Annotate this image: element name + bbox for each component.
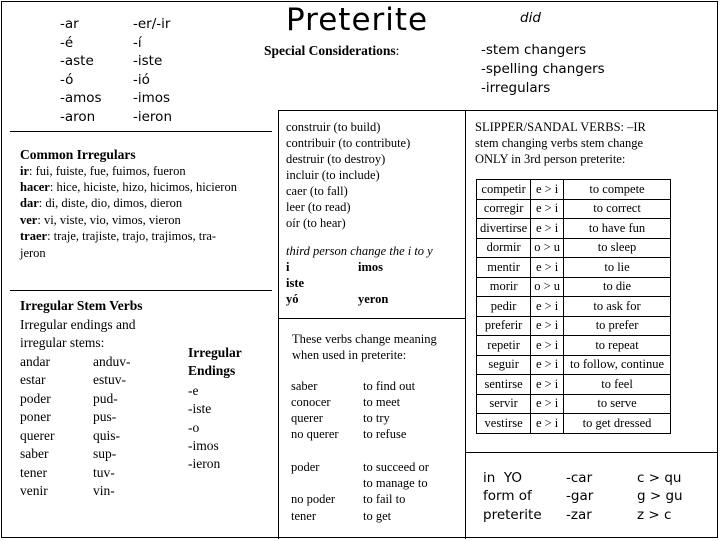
special-heading-text: Special Considerations <box>264 43 396 58</box>
verb-cell: sentirse <box>477 375 531 395</box>
uir-verb: destruir (to destroy) <box>286 152 386 166</box>
verb-cell: pedir <box>477 297 531 317</box>
stem-verb: poder <box>20 391 51 406</box>
table-row <box>477 238 671 258</box>
divider-top <box>278 110 718 111</box>
table-row <box>477 219 671 239</box>
uir-verb: contribuir (to contribute) <box>286 136 411 150</box>
meaning-intro: when used in preterite: <box>292 348 407 362</box>
irregular-line-continuation: jeron <box>20 246 46 260</box>
meaning-cell: to repeat <box>564 336 671 356</box>
ar-ending: -aste <box>60 53 94 69</box>
table-row <box>477 297 671 317</box>
table-row <box>477 375 671 395</box>
uir-ending-singular: yó <box>286 292 299 306</box>
meaning-cell: to sleep <box>564 238 671 258</box>
meaning-cell: to prefer <box>564 316 671 336</box>
er-ir-ending: -ió <box>133 72 150 88</box>
meaning-verb: no querer <box>291 427 339 441</box>
uir-verb: caer (to fall) <box>286 184 348 198</box>
yo-form-label: form of <box>483 488 532 504</box>
irregular-ending: -iste <box>188 401 212 416</box>
irregular-verb: dar <box>20 196 39 210</box>
er-ir-ending: -í <box>133 35 142 51</box>
yo-ending: -gar <box>566 488 594 504</box>
divider-bottom-right <box>465 452 718 453</box>
table-row <box>477 316 671 336</box>
ar-ending: -ó <box>60 72 74 88</box>
meaning-translation: to fail to <box>363 492 406 506</box>
table-row <box>477 394 671 414</box>
er-ir-ending: -imos <box>133 90 171 106</box>
change-cell: e > i <box>531 199 564 219</box>
irregular-line-hacer <box>20 181 237 194</box>
verb-cell: morir <box>477 277 531 297</box>
slipper-description: stem changing verbs stem change <box>475 136 644 150</box>
change-cell: e > i <box>531 258 564 278</box>
change-cell: e > i <box>531 355 564 375</box>
divider-vertical-right <box>465 110 466 539</box>
verb-cell: servir <box>477 394 531 414</box>
irregular-line-dar <box>20 197 182 210</box>
stem-form: quis- <box>93 428 120 443</box>
change-cell: e > i <box>531 336 564 356</box>
yo-change: c > qu <box>637 470 682 486</box>
irregular-line-ver <box>20 214 181 227</box>
irregular-endings-heading: Irregular <box>188 345 242 360</box>
irregular-endings-heading: Endings <box>188 363 236 378</box>
meaning-cell: to serve <box>564 394 671 414</box>
divider-mid-center <box>278 318 465 319</box>
meaning-verb: no poder <box>291 492 336 506</box>
slipper-description: ONLY in 3rd person preterite: <box>475 152 626 166</box>
table-row <box>477 180 671 200</box>
meaning-cell: to follow, continue <box>564 355 671 375</box>
special-item: -irregulars <box>481 80 551 96</box>
stem-verbs-intro: Irregular endings and <box>20 317 136 332</box>
meaning-intro: These verbs change meaning <box>292 332 437 346</box>
meaning-translation: to manage to <box>363 476 428 490</box>
meaning-verb: saber <box>291 379 318 393</box>
slipper-verbs-table <box>476 179 671 434</box>
meaning-translation: to meet <box>363 395 401 409</box>
stem-verb: poner <box>20 409 51 424</box>
ar-ending: -aron <box>60 109 96 125</box>
special-item: -stem changers <box>481 42 587 58</box>
er-ir-ending: -iste <box>133 53 163 69</box>
common-irregulars-heading: Common Irregulars <box>20 147 136 162</box>
verb-cell: dormir <box>477 238 531 258</box>
irregular-verb: traer <box>20 229 48 243</box>
irregular-forms: : traje, trajiste, trajo, trajimos, tra- <box>47 229 217 243</box>
stem-form: pus- <box>93 409 117 424</box>
er-ir-ending: -ieron <box>133 109 172 125</box>
stem-verb: venir <box>20 483 48 498</box>
table-row <box>477 355 671 375</box>
stem-verb: andar <box>20 354 50 369</box>
change-cell: o > u <box>531 238 564 258</box>
change-cell: e > i <box>531 316 564 336</box>
verb-cell: repetir <box>477 336 531 356</box>
yo-ending: -zar <box>566 507 592 523</box>
stem-verb: tener <box>20 465 47 480</box>
verb-cell: competir <box>477 180 531 200</box>
irregular-verb: hacer <box>20 180 50 194</box>
change-cell: o > u <box>531 277 564 297</box>
verb-cell: seguir <box>477 355 531 375</box>
yo-form-label: preterite <box>483 507 542 523</box>
table-row <box>477 199 671 219</box>
stem-form: vin- <box>93 483 115 498</box>
irregular-verb: ir <box>20 164 30 178</box>
page-title: Preterite <box>286 2 429 38</box>
uir-verb: construir (to build) <box>286 120 381 134</box>
uir-ending-plural: yeron <box>358 292 389 306</box>
uir-ending-singular: i <box>286 260 290 274</box>
ar-ending: -amos <box>60 90 102 106</box>
meaning-translation: to get <box>363 509 392 523</box>
meaning-verb: querer <box>291 411 323 425</box>
uir-verb: leer (to read) <box>286 200 351 214</box>
meaning-verb: poder <box>291 460 320 474</box>
stem-form: sup- <box>93 446 117 461</box>
uir-ending-singular: iste <box>286 276 305 290</box>
slipper-heading-text: SLIPPER/SANDAL VERBS: <box>475 120 624 134</box>
meaning-translation: to try <box>363 411 390 425</box>
special-item: -spelling changers <box>481 61 605 77</box>
meaning-translation: to succeed or <box>363 460 429 474</box>
irregular-line-traer <box>20 230 216 243</box>
verb-cell: vestirse <box>477 414 531 434</box>
irregular-ending: -ieron <box>188 456 221 471</box>
did-label: did <box>520 10 541 26</box>
uir-note: third person change the i to y <box>286 244 433 258</box>
slipper-heading <box>475 121 646 134</box>
meaning-verb: tener <box>291 509 316 523</box>
change-cell: e > i <box>531 414 564 434</box>
irregular-forms: : hice, hiciste, hizo, hicimos, hicieron <box>49 180 237 194</box>
divider-left-mid <box>10 290 272 291</box>
uir-ending-plural: imos <box>358 260 383 274</box>
meaning-cell: to ask for <box>564 297 671 317</box>
table-row <box>477 258 671 278</box>
special-considerations-heading <box>264 44 399 58</box>
divider-left-top <box>10 131 272 132</box>
yo-form-label: in YO <box>483 470 523 486</box>
meaning-translation: to find out <box>363 379 416 393</box>
verb-cell: corregir <box>477 199 531 219</box>
stem-form: tuv- <box>93 465 115 480</box>
stem-verb: querer <box>20 428 55 443</box>
change-cell: e > i <box>531 297 564 317</box>
verb-cell: mentir <box>477 258 531 278</box>
meaning-cell: to die <box>564 277 671 297</box>
meaning-verb: conocer <box>291 395 331 409</box>
change-cell: e > i <box>531 375 564 395</box>
change-cell: e > i <box>531 180 564 200</box>
yo-change: z > c <box>637 507 672 523</box>
special-heading-colon: : <box>395 43 400 58</box>
meaning-cell: to compete <box>564 180 671 200</box>
stem-form: anduv- <box>93 354 131 369</box>
meaning-cell: to have fun <box>564 219 671 239</box>
table-row <box>477 277 671 297</box>
stem-verb: estar <box>20 372 46 387</box>
ar-ending: -é <box>60 35 74 51</box>
table-row <box>477 414 671 434</box>
stem-form: pud- <box>93 391 118 406</box>
irregular-forms: : vi, viste, vio, vimos, vieron <box>37 213 181 227</box>
er-ir-header: -er/-ir <box>133 16 171 32</box>
slipper-heading-suffix: –IR <box>624 120 646 134</box>
irregular-ending: -e <box>188 383 199 398</box>
stem-verb: saber <box>20 446 49 461</box>
verb-cell: divertirse <box>477 219 531 239</box>
meaning-cell: to lie <box>564 258 671 278</box>
meaning-translation: to refuse <box>363 427 407 441</box>
meaning-cell: to feel <box>564 375 671 395</box>
irregular-forms: : di, diste, dio, dimos, dieron <box>38 196 183 210</box>
ar-header: -ar <box>60 16 79 32</box>
irregular-verb: ver <box>20 213 38 227</box>
irregular-ending: -o <box>188 420 200 435</box>
uir-verb: incluir (to include) <box>286 168 380 182</box>
irregular-forms: : fui, fuiste, fue, fuimos, fueron <box>29 164 186 178</box>
meaning-cell: to get dressed <box>564 414 671 434</box>
divider-vertical-left <box>278 110 279 539</box>
stem-form: estuv- <box>93 372 126 387</box>
stem-verbs-heading: Irregular Stem Verbs <box>20 298 143 313</box>
change-cell: e > i <box>531 394 564 414</box>
verb-cell: preferir <box>477 316 531 336</box>
meaning-cell: to correct <box>564 199 671 219</box>
change-cell: e > i <box>531 219 564 239</box>
yo-change: g > gu <box>637 488 683 504</box>
irregular-line-ir <box>20 165 186 178</box>
yo-ending: -car <box>566 470 593 486</box>
uir-verb: oír (to hear) <box>286 216 346 230</box>
stem-verbs-intro: irregular stems: <box>20 335 105 350</box>
table-row <box>477 336 671 356</box>
irregular-ending: -imos <box>188 438 219 453</box>
